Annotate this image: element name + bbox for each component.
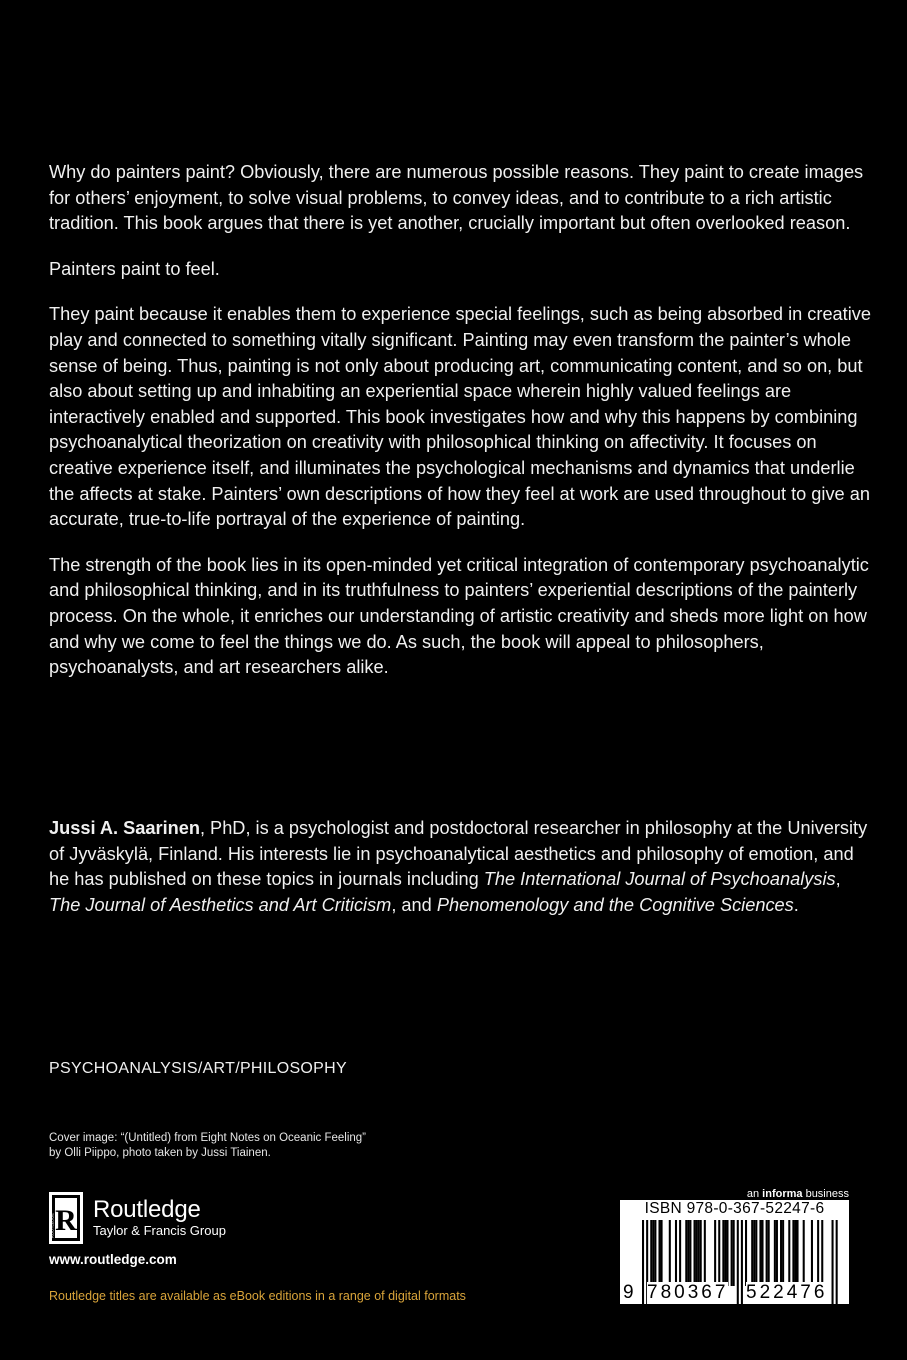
barcode-bar: [766, 1220, 768, 1286]
publisher-text: [93, 1197, 226, 1239]
svg-text:ROUTLEDGE: ROUTLEDGE: [49, 1213, 55, 1238]
cover-credit-line-2: by Olli Piippo, photo taken by Jussi Tiainen.: [49, 1147, 271, 1159]
barcode-bar: [759, 1220, 761, 1286]
ebook-availability-note: Routledge titles are available as eBook editions in a range of digital formats: [49, 1289, 466, 1303]
journal-title-2: The Journal of Aesthetics and Art Criticism: [49, 894, 392, 915]
description-blurb: [49, 160, 871, 701]
barcode-bar: [714, 1220, 716, 1286]
barcode-bar: [792, 1220, 794, 1286]
author-bio-text: , PhD, is a psychologist and postdoctoral researcher in philosophy at the University of Jyväskylä, Finland. His interests lie in psychoanalytical aesthetics and philosophy of emotion, and he has published on these topics in journals including: [49, 818, 868, 890]
blurb-paragraph-2: Painters paint to feel.: [49, 258, 220, 279]
barcode-bar: [782, 1220, 784, 1286]
barcode-bar: [761, 1220, 763, 1286]
blurb-paragraph-3: They paint because it enables them to experience special feelings, such as being absorbed in creative play and connected to something vitally significant. Painting may even transform the painter’s whole sense of being. Thus, painting is not only about producing art, communicating content, and so on, but also about setting up and inhabiting an experiential space wherein highly valued feelings are interactively enabled and supported. This book investigates how and why this happens by combining psychoanalytical theorization on creativity with philosophical thinking on affectivity. It focuses on creative experience itself, and illuminates the psychological mechanisms and dynamics that underlie the affects at stake. Painters’ own descriptions of how they feel at work are used throughout to give an accurate, true-to-life portrayal of the experience of painting.: [49, 304, 871, 530]
barcode-bar: [704, 1220, 706, 1286]
author-name: Jussi A. Saarinen: [49, 818, 200, 838]
barcode-bar: [821, 1220, 823, 1286]
publisher-logo: [49, 1192, 226, 1244]
barcode-bar: [658, 1220, 660, 1286]
barcode-bar: [794, 1220, 796, 1286]
barcode-bar: [797, 1220, 799, 1286]
blurb-paragraph-4: The strength of the book lies in its open-minded yet critical integration of contemporary psychoanalytic and philosophical thinking, and in its truthfulness to painters’ experiential descriptions of the painterly process. On the whole, it enriches our understanding of artistic creativity and sheds more light on how and why we come to feel the things we do. As such, the book will appeal to philosophers, psychoanalysts, and art researchers alike.: [49, 554, 869, 678]
barcode-bar: [722, 1220, 724, 1286]
barcode-bar: [700, 1220, 702, 1286]
barcode-bar: [689, 1220, 691, 1286]
barcode-bar: [652, 1220, 654, 1286]
barcode-bar: [745, 1220, 747, 1286]
barcode-bar: [751, 1220, 753, 1286]
barcode-bar: [694, 1220, 696, 1286]
barcode-bar: [788, 1220, 790, 1286]
barcode-bar: [698, 1220, 700, 1286]
barcode-bar: [726, 1220, 728, 1286]
barcode-bar: [774, 1220, 776, 1286]
publisher-name: Routledge: [93, 1196, 201, 1223]
barcode-bar: [675, 1220, 677, 1286]
barcode-digits: [620, 1282, 849, 1304]
barcode-bar: [768, 1220, 770, 1286]
isbn-label: ISBN 978-0-367-52247-6: [644, 1200, 825, 1217]
barcode-bar: [687, 1220, 689, 1286]
barcode-bar: [733, 1220, 735, 1286]
barcode-bar: [755, 1220, 757, 1286]
cover-image-credit: [49, 1131, 366, 1161]
barcode-digits-right: 522476: [746, 1282, 828, 1303]
journal-separator-1: ,: [835, 869, 841, 890]
informa-business-tagline: [747, 1188, 849, 1200]
barcode-digit-first: 9: [623, 1282, 634, 1303]
journal-title-3: Phenomenology and the Cognitive Sciences: [436, 894, 794, 915]
subject-category: PSYCHOANALYSIS/ART/PHILOSOPHY: [49, 1060, 347, 1077]
author-bio-end: .: [793, 894, 799, 915]
barcode-bar: [661, 1220, 663, 1286]
blurb-paragraph-1: Why do painters paint? Obviously, there are numerous possible reasons. They paint to create images for others’ enjoyment, to solve visual problems, to convey ideas, and to contribute to a rich artistic tradition. This book argues that there is yet another, crucially important but often overlooked reason.: [49, 162, 864, 234]
barcode-bar: [780, 1220, 782, 1286]
barcode-digits-left: 780367: [647, 1282, 729, 1303]
logo-letter: R: [55, 1204, 77, 1237]
journal-separator-2: , and: [391, 894, 437, 915]
barcode-bar: [776, 1220, 778, 1286]
routledge-logo-icon: [49, 1192, 83, 1244]
informa-suffix: business: [802, 1188, 849, 1200]
barcode-bar: [650, 1220, 652, 1286]
barcode-bar: [669, 1220, 671, 1286]
barcode-bar: [724, 1220, 726, 1286]
barcode-bar: [731, 1220, 733, 1286]
barcode-bar: [753, 1220, 755, 1286]
publisher-website: www.routledge.com: [49, 1252, 177, 1267]
cover-credit-line-1: Cover image: “(Untitled) from Eight Notes on Oceanic Feeling”: [49, 1132, 367, 1144]
isbn-barcode: [620, 1200, 849, 1304]
barcode-bar: [679, 1220, 681, 1286]
barcode-bar: [718, 1220, 720, 1286]
author-bio: [49, 816, 871, 918]
barcode-bar: [817, 1220, 819, 1286]
publisher-group: Taylor & Francis Group: [93, 1223, 226, 1238]
journal-title-1: The International Journal of Psychoanalysis: [483, 869, 836, 890]
barcode-bar: [811, 1220, 813, 1286]
barcode-bar: [696, 1220, 698, 1286]
informa-prefix: an: [746, 1188, 763, 1200]
barcode-bar: [803, 1220, 805, 1286]
informa-brand: informa: [762, 1188, 803, 1200]
barcode-bar: [654, 1220, 656, 1286]
barcode-bar: [685, 1220, 687, 1286]
